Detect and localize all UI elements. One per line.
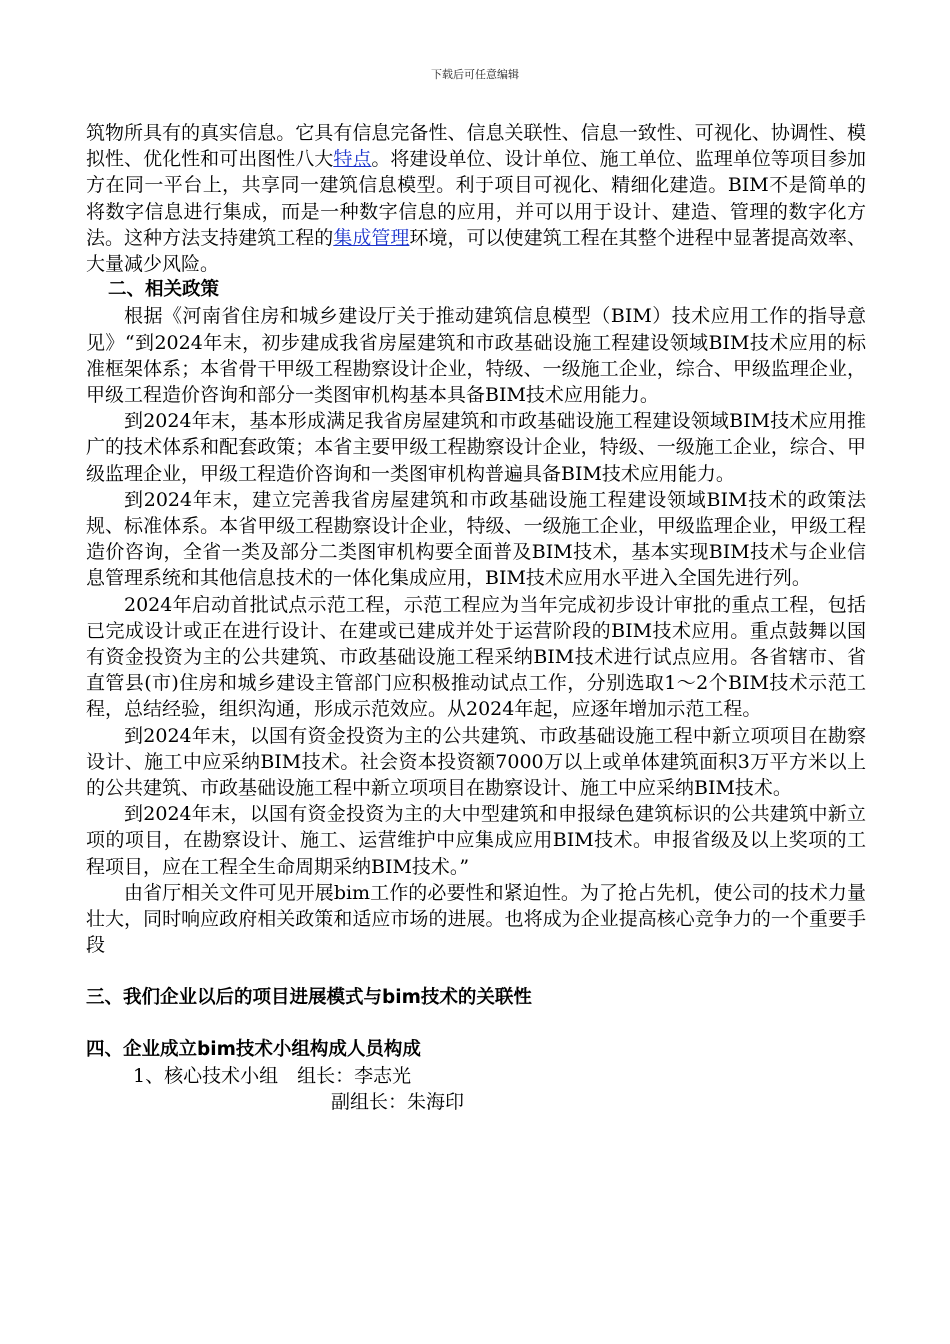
policy-paragraph-3: 到2024年末，建立完善我省房屋建筑和市政基础设施工程建设领域BIM技术的政策法规、标准体系。本省甲级工程勘察设计企业，特级、一级施工企业，甲级监理企业，甲级工程造价咨询，全省一类及部分二类图审机构要全面普及BIM技术，基本实现BIM技术与企业信息管理系统和其他信息技术的一体化集成应用，BIM技术应用水平进入全国先进行列。 [86,488,866,590]
section-4-title: 四、企业成立bim技术小组构成人员构成 [86,1038,421,1060]
intro-text-1: 筑物所具有的真实信息。它具有信息完备性、信息关联性、信息一致性、可视化、协调性、模拟性、优化性和可出图性八大 [86,122,866,171]
policy-paragraph-5: 到2024年末，以国有资金投资为主的公共建筑、市政基础设施工程中新立项项目在勘察设计、施工中应采纳BIM技术。社会资本投资额7000万以上或单体建筑面积3万平方米以上的公共建筑、市政基础设施工程中新立项项目在勘察设计、施工中应采纳BIM技术。 [86,724,866,800]
policy-paragraph-4: 2024年启动首批试点示范工程，示范工程应为当年完成初步设计审批的重点工程，包括已完成设计或正在进行设计、在建或已建成并处于运营阶段的BIM技术应用。重点鼓舞以国有资金投资为主的公共建筑、市政基础设施工程采纳BIM技术进行试点应用。各省辖市、省直管县(市)住房和城乡建设主管部门应积极推动试点工作，分别选取1～2个BIM技术示范工程，总结经验，组织沟通，形成示范效应。从2024年起，应逐年增加示范工程。 [86,593,866,721]
policy-paragraph-1: 根据《河南省住房和城乡建设厅关于推动建筑信息模型（BIM）技术应用工作的指导意见》“到2024年末，初步建成我省房屋建筑和市政基础设施工程建设领域BIM技术应用的标准框架体系；本省骨干甲级工程勘察设计企业，特级、一级施工企业，综合、甲级监理企业，甲级工程造价咨询和部分一类图审机构基本具备BIM技术应用能力。 [86,305,866,407]
policy-paragraph-6: 到2024年末，以国有资金投资为主的大中型建筑和申报绿色建筑标识的公共建筑中新立项的项目，在勘察设计、施工、运营维护中应集成应用BIM技术。申报省级及以上奖项的工程项目，应在工程全生命周期采纳BIM技术。” [86,803,866,878]
page-header: 下载后可任意编辑 [431,68,519,81]
deputy-leader-line: 副组长：朱海印 [331,1091,465,1114]
policy-paragraph-7: 由省厅相关文件可见开展bim工作的必要性和紧迫性。为了抢占先机，使公司的技术力量壮大，同时响应政府相关政策和适应市场的进展。也将成为企业提高核心竞争力的一个重要手段 [86,881,866,957]
section-3-title: 三、我们企业以后的项目进展模式与bim技术的关联性 [86,986,532,1008]
section-2-title: 二、相关政策 [108,279,220,301]
policy-paragraph-2: 到2024年末，基本形成满足我省房屋建筑和市政基础设施工程建设领域BIM技术应用推广的技术体系和配套政策；本省主要甲级工程勘察设计企业，特级、一级施工企业，综合、甲级监理企业，甲级工程造价咨询和一类图审机构普遍具备BIM技术应用能力。 [86,410,866,485]
link-features[interactable]: 特点 [333,148,372,171]
intro-text-2: 。将建设单位、设计单位、施工单位、监理单位等项目参加方在同一平台上，共享同一建筑信息模型。利于项目可视化、精细化建造。BIM不是简单的将数字信息进行集成，而是一种数字信息的应用，并可以用于设计、建造、管理的数字化方法。这种方法支持建筑工程的 [86,148,866,249]
intro-text-3: 环境，可以使建筑工程在其整个进程中显著提高效率、大量减少风险。 [86,226,866,276]
core-team-line: 1、核心技术小组 组长：李志光 [133,1064,412,1087]
document-body [86,120,866,1115]
intro-paragraph [86,120,866,277]
link-integrated-management[interactable]: 集成管理 [333,226,410,249]
